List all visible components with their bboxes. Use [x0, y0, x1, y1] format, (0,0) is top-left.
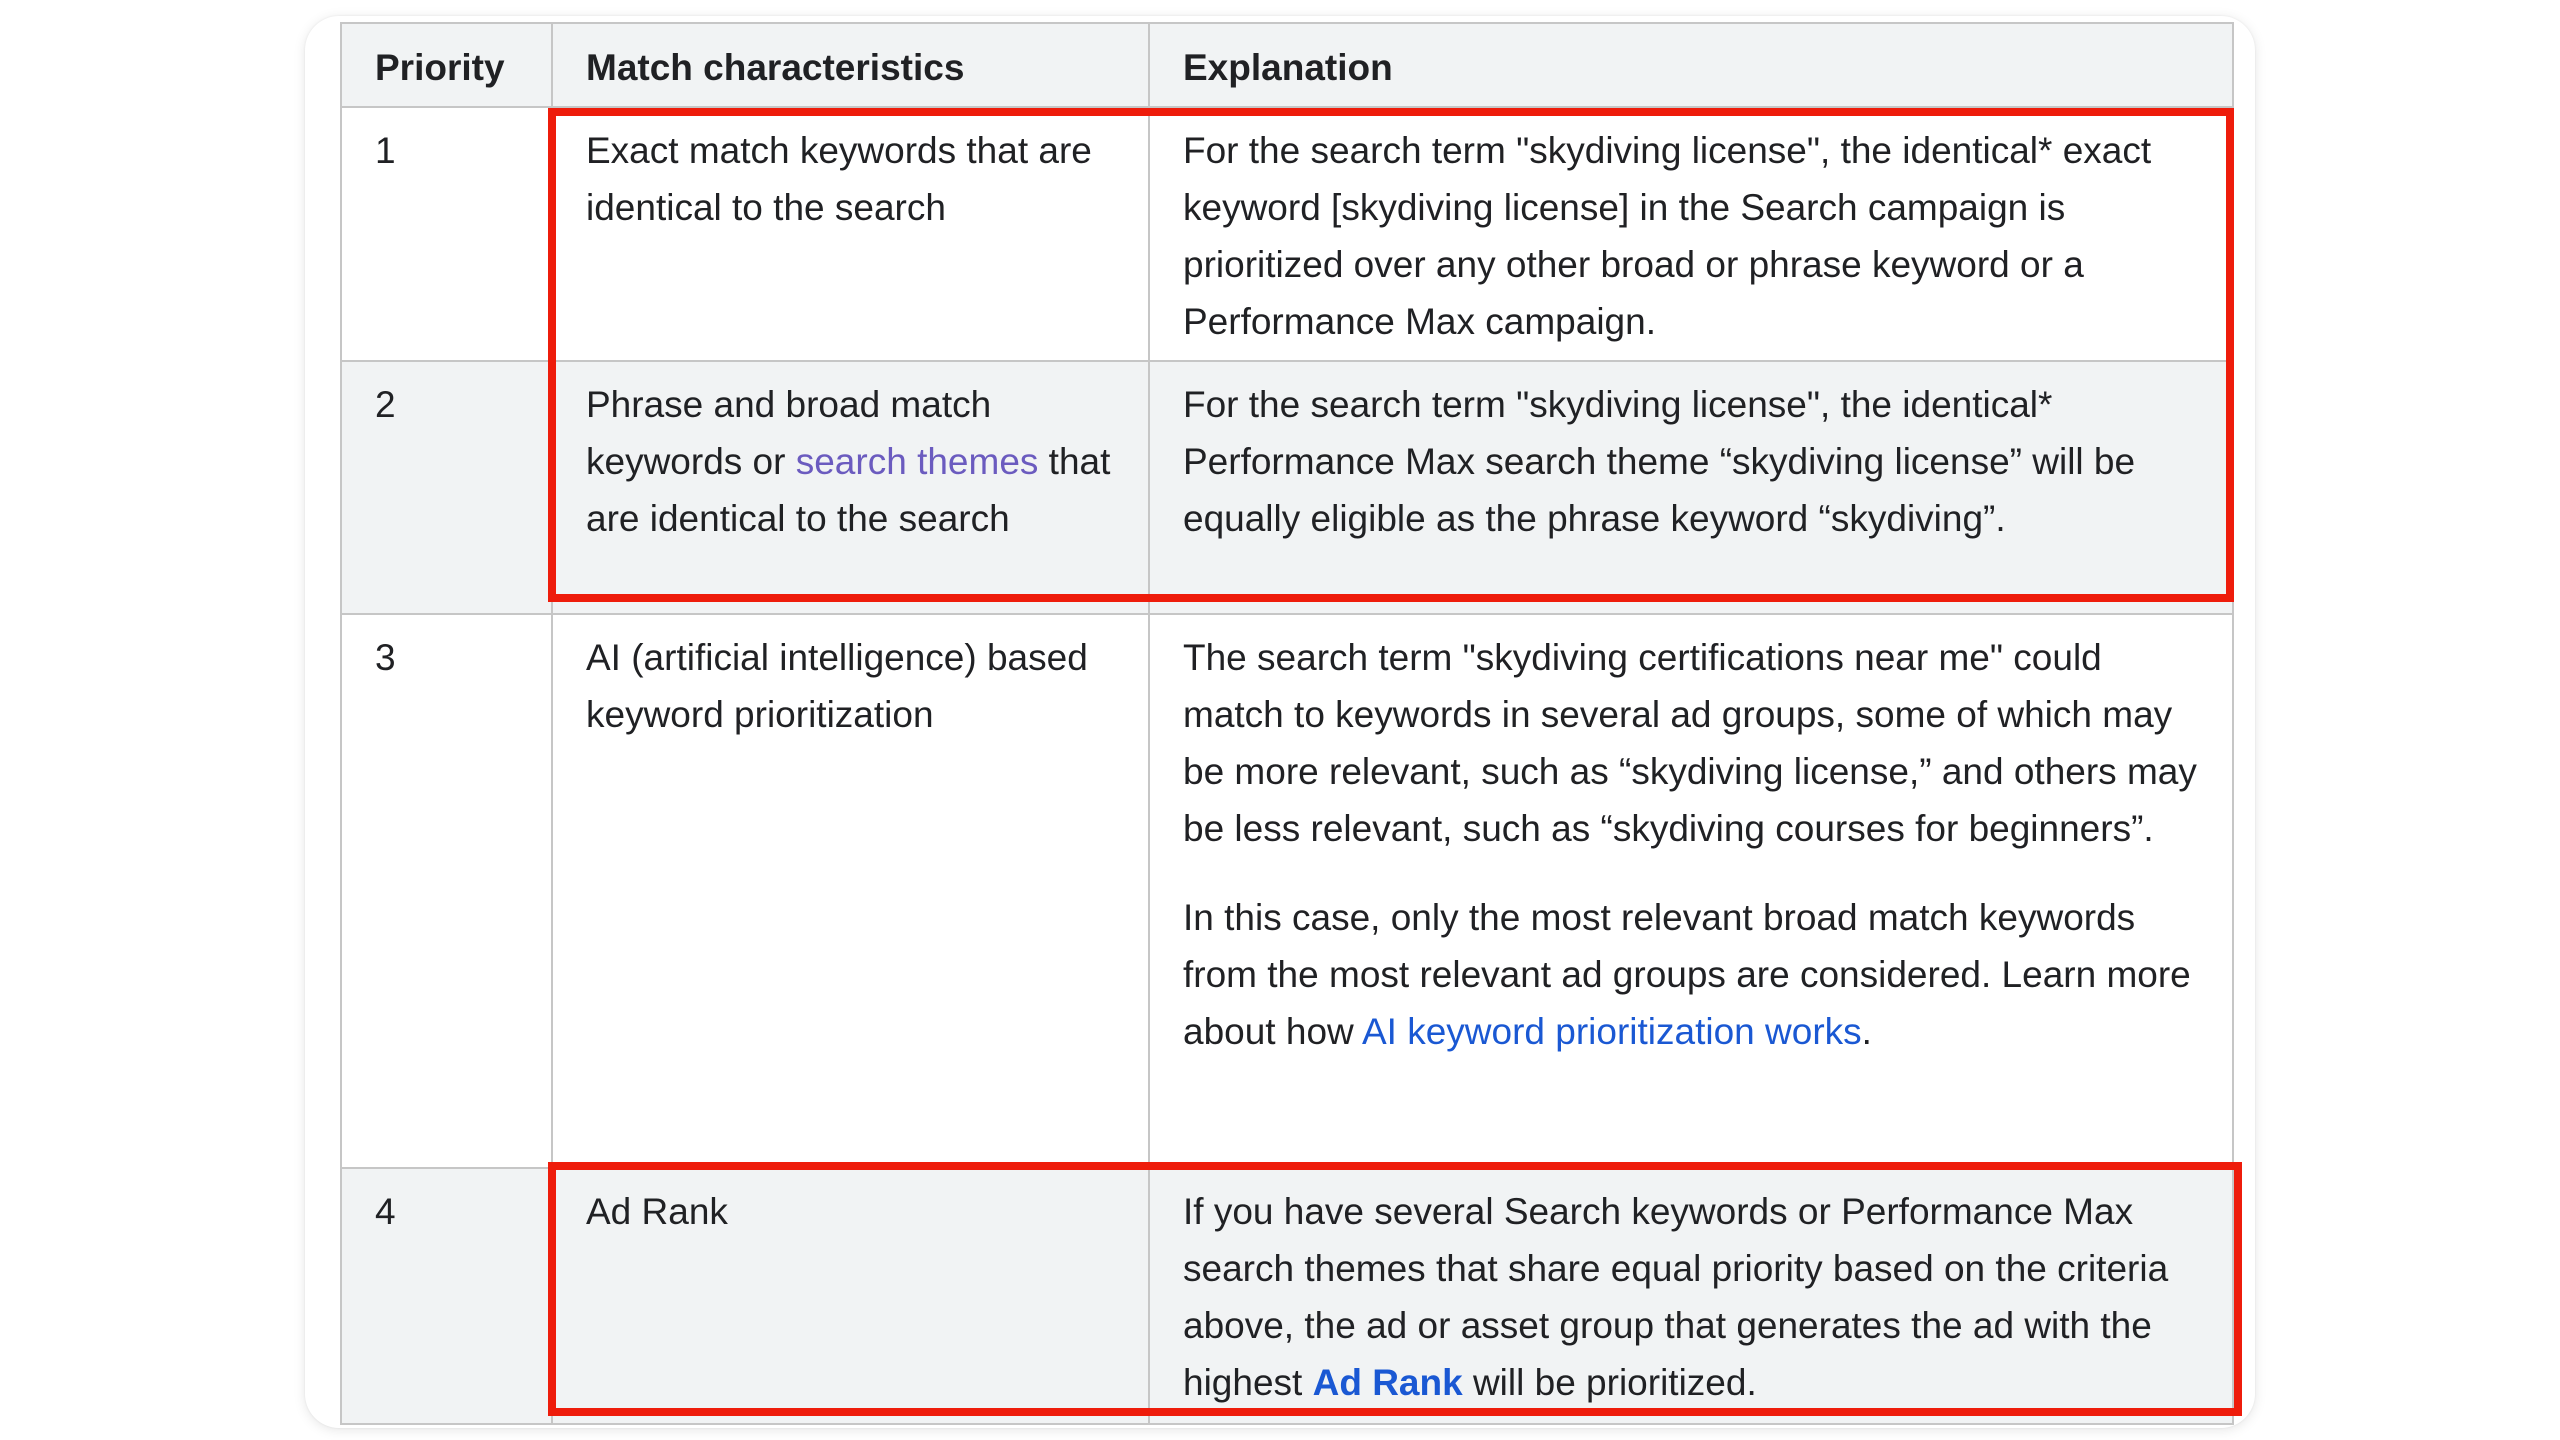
explanation-text: will be prioritized. [1462, 1362, 1757, 1403]
priority-cell: 4 [341, 1168, 552, 1424]
table-row [341, 614, 2233, 1168]
priority-cell: 3 [341, 614, 552, 1168]
explanation-cell: For the search term "skydiving license", the identical* exact keyword [skydiving license] in the Search campaign is prioritized over any other broad or phrase keyword or a Performance Max campaign. [1149, 107, 2233, 361]
match-cell [552, 361, 1149, 614]
explanation-cell: For the search term "skydiving license", the identical* Performance Max search theme “skydiving license” will be equally eligible as the phrase keyword “skydiving”. [1149, 361, 2233, 614]
keyword-priority-table [340, 22, 2234, 1425]
match-cell: Exact match keywords that are identical to the search [552, 107, 1149, 361]
explanation-paragraph: The search term "skydiving certifications near me" could match to keywords in several ad groups, some of which may be more relevant, such as “skydiving license,” and others may be less relevant, such as “skydiving courses for beginners”. [1183, 637, 2197, 849]
match-text: that are identical to the search [586, 441, 1111, 539]
explanation-text: . [1861, 1011, 1872, 1052]
explanation-text: In this case, only the most relevant broad match keywords from the most relevant ad groups are considered. Learn more about how [1183, 897, 2191, 1052]
priority-cell: 2 [341, 361, 552, 614]
ad-rank-link[interactable]: Ad Rank [1312, 1362, 1463, 1403]
search-themes-link[interactable]: search themes [795, 441, 1039, 482]
explanation-paragraph [1183, 889, 2199, 1060]
ai-keyword-prioritization-link[interactable]: AI keyword prioritization works [1361, 1011, 1862, 1052]
match-cell: AI (artificial intelligence) based keyword prioritization [552, 614, 1149, 1168]
header-match-characteristics: Match characteristics [552, 23, 1149, 107]
table-row [341, 361, 2233, 614]
priority-cell: 1 [341, 107, 552, 361]
table-row [341, 1168, 2233, 1424]
table-row [341, 107, 2233, 361]
match-text: Phrase and broad match keywords or [586, 384, 992, 482]
explanation-cell [1149, 614, 2233, 1168]
explanation-text: If you have several Search keywords or Performance Max search themes that share equal priority based on the criteria above, the ad or asset group that generates the ad with the highest [1183, 1191, 2169, 1403]
header-priority: Priority [341, 23, 552, 107]
match-cell: Ad Rank [552, 1168, 1149, 1424]
table-header-row [341, 23, 2233, 107]
explanation-cell [1149, 1168, 2233, 1424]
header-explanation: Explanation [1149, 23, 2233, 107]
